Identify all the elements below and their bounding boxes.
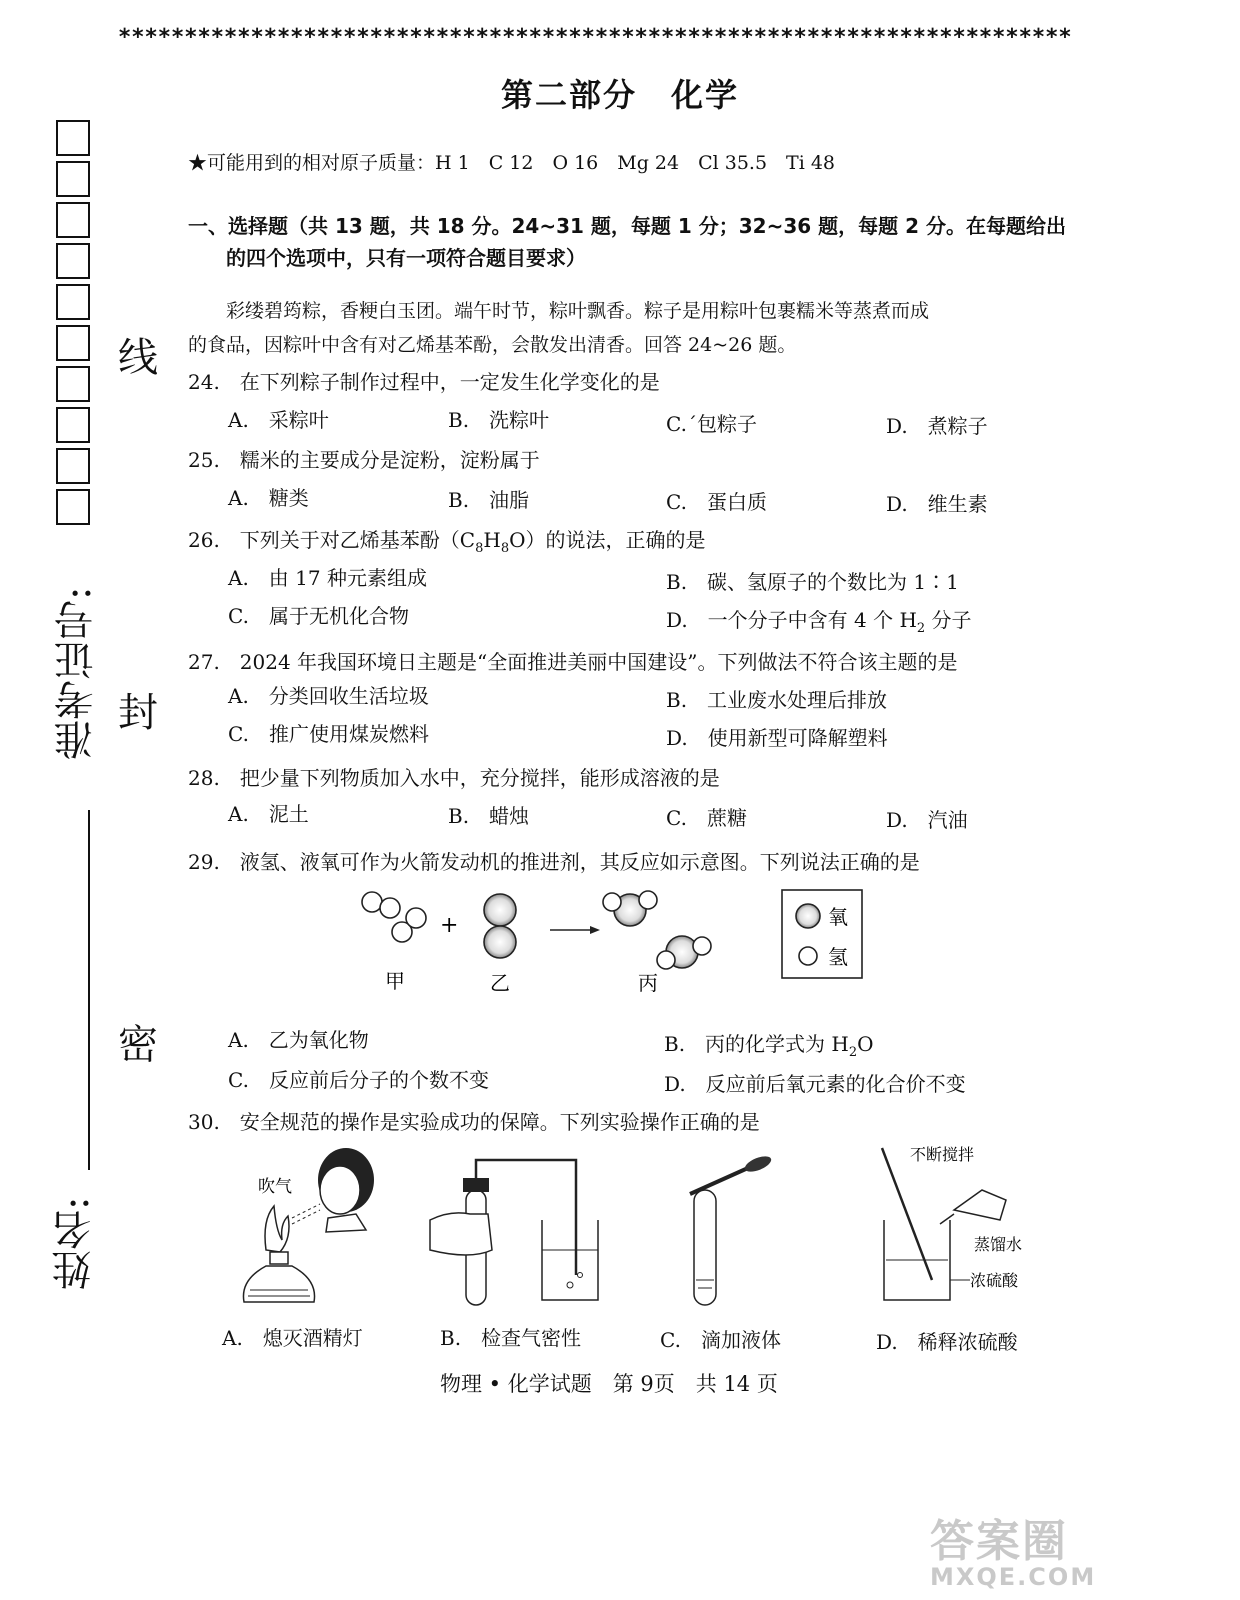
ticket-box[interactable] (56, 489, 90, 525)
question-25-stem: 25. 糯米的主要成分是淀粉，淀粉属于 (188, 448, 540, 472)
bottle (954, 1190, 1006, 1220)
seal-seal-char: 封 (118, 690, 158, 736)
q27-option-a[interactable]: A. 分类回收生活垃圾 (228, 684, 429, 708)
q24-option-b[interactable]: B. 洗粽叶 (448, 408, 550, 432)
plus-sign: + (440, 913, 459, 938)
question-29-stem: 29. 液氢、液氧可作为火箭发动机的推进剂，其反应如示意图。下列说法正确的是 (188, 850, 920, 874)
label-jia: 甲 (385, 969, 405, 993)
watermark-line2: MXQE.COM (930, 1563, 1097, 1591)
q26-option-b[interactable]: B. 碳、氢原子的个数比为 1∶1 (666, 570, 959, 594)
ticket-number-label: 准考证号: (54, 586, 100, 760)
molecule-jia (362, 892, 426, 942)
label-yi: 乙 (490, 971, 510, 995)
ticket-box[interactable] (56, 325, 90, 361)
figure-alcohol-lamp (236, 1140, 396, 1310)
flame (265, 1206, 289, 1252)
question-26-stem: 26. 下列关于对乙烯基苯酚$(C_8H_8O)$的说法，正确的是 (188, 528, 706, 556)
ticket-box[interactable] (56, 243, 90, 279)
ticket-box[interactable] (56, 284, 90, 320)
q30-option-d[interactable]: D. 稀释浓硫酸 (876, 1330, 1018, 1354)
figure-airtightness (430, 1150, 600, 1310)
q24-option-d[interactable]: D. 煮粽子 (886, 414, 988, 438)
ticket-box[interactable] (56, 161, 90, 197)
girl-face (320, 1166, 360, 1214)
q26-option-c[interactable]: C. 属于无机化合物 (228, 604, 409, 628)
ticket-box[interactable] (56, 407, 90, 443)
passage-line2: 的食品，因粽叶中含有对乙烯基苯酚，会散发出清香。回答 24~26 题。 (188, 334, 797, 356)
legend-hydrogen-symbol (799, 947, 817, 965)
legend-box (782, 890, 862, 978)
q25-option-a[interactable]: A. 糖类 (228, 486, 309, 510)
ticket-box[interactable] (56, 120, 90, 156)
section-heading-line1: 一、选择题（共 13 题，共 18 分。24~31 题，每题 1 分；32~36 题，每题 2 分。在每题给出 (188, 214, 1066, 238)
reaction-diagram (350, 880, 890, 1000)
label-blow: 吹气 (258, 1177, 292, 1197)
page-footer: 物理 • 化学试题 第 9页 共 14 页 (440, 1372, 778, 1396)
q29-option-a[interactable]: A. 乙为氧化物 (228, 1028, 369, 1052)
label-water: 蒸馏水 (974, 1235, 1023, 1254)
ticket-box[interactable] (56, 366, 90, 402)
q26-stem-pre: 26. 下列关于对乙烯基苯酚（C (188, 528, 476, 552)
q25-option-c[interactable]: C. 蛋白质 (666, 490, 767, 514)
q27-option-b[interactable]: B. 工业废水处理后排放 (666, 688, 888, 712)
q25-option-b[interactable]: B. 油脂 (448, 488, 530, 512)
question-24-stem: 24. 在下列粽子制作过程中，一定发生化学变化的是 (188, 370, 660, 394)
figure-dropper (676, 1160, 786, 1310)
legend-hydrogen: 氢 (828, 945, 848, 969)
q30-option-c[interactable]: C. 滴加液体 (660, 1328, 781, 1352)
q30-option-b[interactable]: B. 检查气密性 (440, 1326, 582, 1350)
atomic-mass-note: ★可能用到的相对原子质量：H 1 C 12 O 16 Mg 24 Cl 35.5 Ti 48 (188, 152, 836, 174)
q28-option-c[interactable]: C. 蔗糖 (666, 806, 747, 830)
q26-option-d[interactable]: D. 一个分子中含有 4 个 $H_2$ 分子 (666, 608, 972, 636)
lamp-body (243, 1266, 314, 1302)
ticket-number-boxes (56, 120, 96, 530)
page-title: 第二部分 化学 (500, 76, 739, 114)
label-stir: 不断搅拌 (910, 1145, 975, 1164)
question-28-stem: 28. 把少量下列物质加入水中，充分搅拌，能形成溶液的是 (188, 766, 720, 790)
q29-option-c[interactable]: C. 反应前后分子的个数不变 (228, 1068, 489, 1092)
question-30-stem: 30. 安全规范的操作是实验成功的保障。下列实验操作正确的是 (188, 1110, 760, 1134)
seal-line-char: 线 (118, 335, 158, 381)
q26-stem-post: O）的说法，正确的是 (509, 528, 706, 552)
label-bing: 丙 (638, 971, 658, 995)
q27-option-c[interactable]: C. 推广使用煤炭燃料 (228, 722, 429, 746)
legend-oxygen-symbol (796, 904, 820, 928)
name-label: 姓名: (52, 1196, 98, 1290)
q29-option-b[interactable]: B. 丙的化学式为 $H_2O$ (664, 1032, 874, 1060)
watermark (930, 1505, 1100, 1591)
molecule-bing (603, 891, 711, 969)
q27-option-d[interactable]: D. 使用新型可降解塑料 (666, 726, 888, 750)
ticket-box[interactable] (56, 448, 90, 484)
q24-option-a[interactable]: A. 采粽叶 (228, 408, 329, 432)
q30-option-a[interactable]: A. 熄灭酒精灯 (222, 1326, 363, 1350)
q28-option-a[interactable]: A. 泥土 (228, 802, 309, 826)
ticket-box[interactable] (56, 202, 90, 238)
binding-stars: ************************************************************************ (118, 25, 1072, 50)
dropper (690, 1168, 748, 1194)
seal-secret-char: 密 (118, 1022, 158, 1068)
label-acid: 浓硫酸 (970, 1271, 1019, 1290)
hand (430, 1213, 492, 1255)
watermark-line1: 答案圈 (930, 1516, 1068, 1567)
q26-option-d-post: 分子 (925, 608, 972, 632)
name-underline[interactable] (88, 810, 90, 1170)
q24-option-c[interactable]: C.ˊ包粽子 (666, 412, 757, 436)
question-27-stem: 27. 2024 年我国环境日主题是“全面推进美丽中国建设”。下列做法不符合该主题的是 (188, 650, 958, 674)
molecule-yi (484, 894, 516, 958)
q26-option-d-pre: D. 一个分子中含有 4 个 H (666, 608, 917, 632)
glass-tube (476, 1160, 576, 1275)
q29-option-b-post: O (857, 1032, 874, 1056)
figure-dilution (870, 1140, 1030, 1310)
q28-option-b[interactable]: B. 蜡烛 (448, 804, 530, 828)
q26-option-a[interactable]: A. 由 17 种元素组成 (228, 566, 427, 590)
q29-option-b-pre: B. 丙的化学式为 H (664, 1032, 849, 1056)
q25-option-d[interactable]: D. 维生素 (886, 492, 988, 516)
q29-option-d[interactable]: D. 反应前后氧元素的化合价不变 (664, 1072, 966, 1096)
passage-line1: 彩缕碧筠粽，香粳白玉团。端午时节，粽叶飘香。粽子是用粽叶包裹糯米等蒸煮而成 (226, 300, 930, 322)
legend-oxygen: 氧 (828, 905, 848, 929)
q28-option-d[interactable]: D. 汽油 (886, 808, 968, 832)
section-heading-line2: 的四个选项中，只有一项符合题目要求） (226, 246, 586, 270)
